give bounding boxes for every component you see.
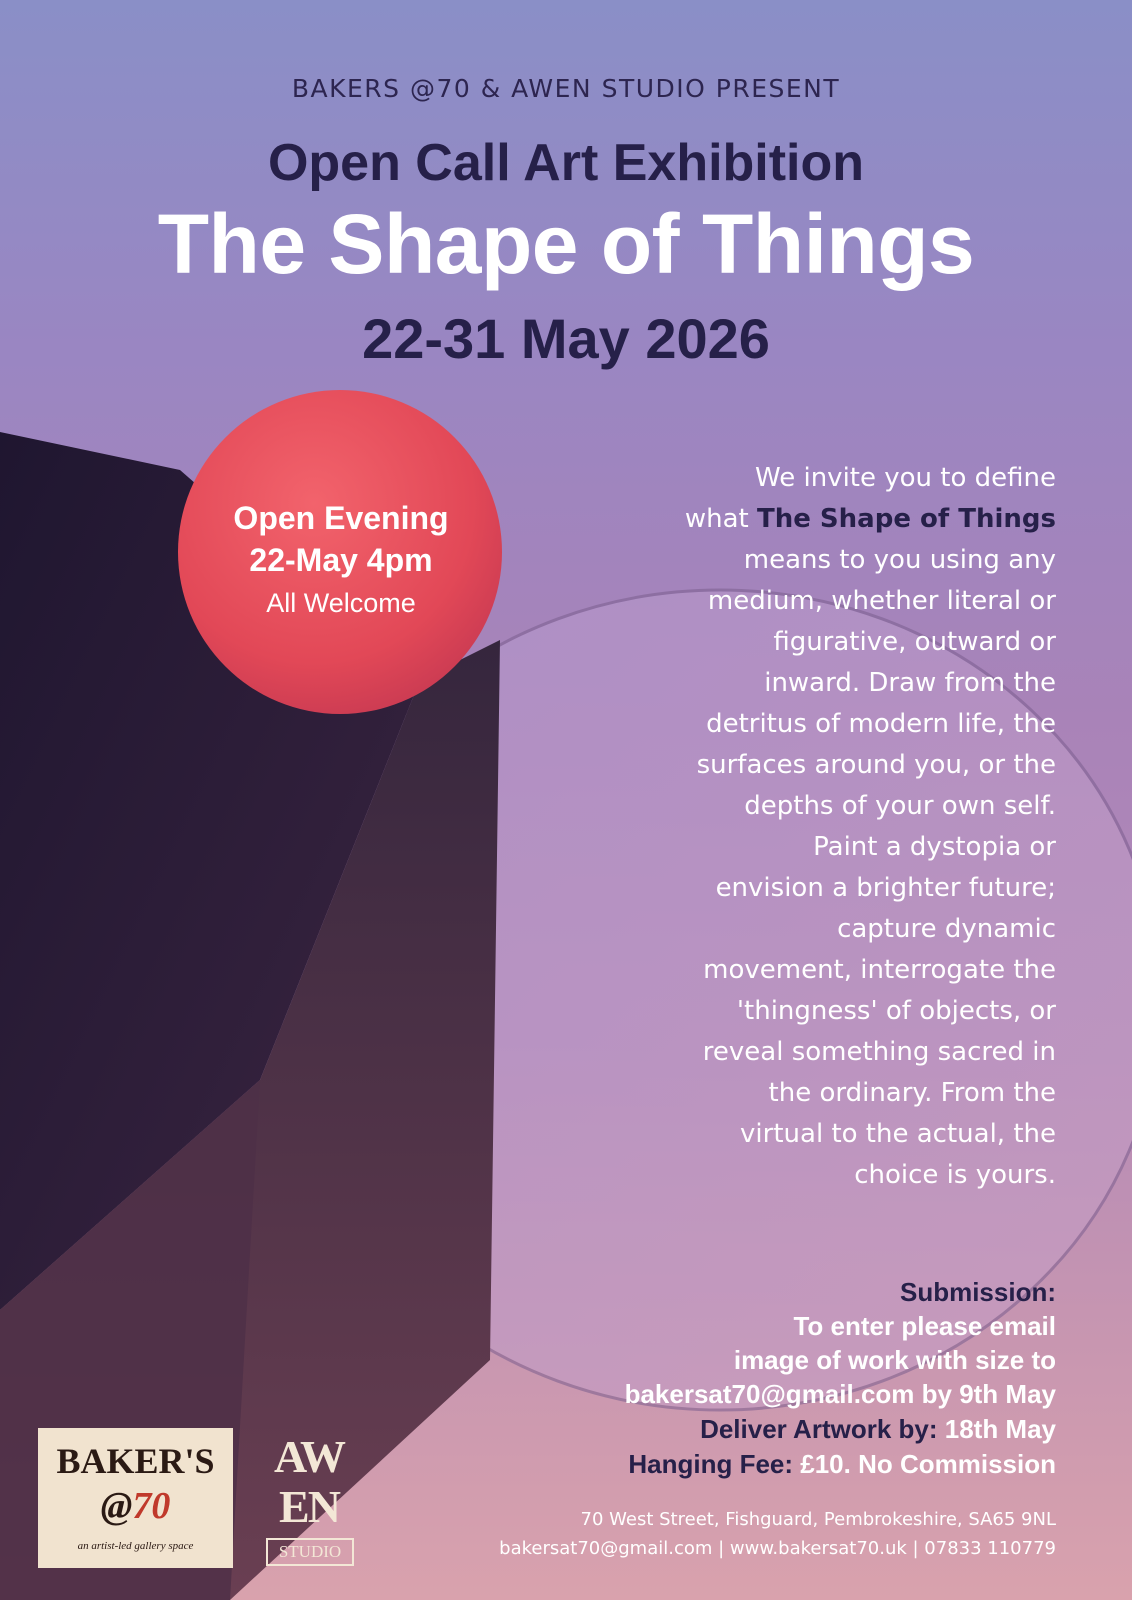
invitation-line: means to you using any: [743, 545, 1056, 575]
deliver-date: 18th May: [944, 1414, 1056, 1444]
exhibition-dates: 22-31 May 2026: [362, 307, 770, 370]
invitation-line: 'thingness' of objects, or: [736, 996, 1056, 1026]
invitation-highlight: The Shape of Things: [757, 504, 1056, 534]
hanging-fee-line: [496, 1449, 1056, 1480]
bakers-logo-tagline: an artist-led gallery space: [77, 1540, 194, 1552]
open-evening-heading: Open Evening: [233, 500, 449, 536]
invitation-text: [560, 458, 1056, 1196]
invitation-line: medium, whether literal or: [707, 586, 1056, 616]
invitation-line: movement, interrogate the: [703, 955, 1056, 985]
invitation-line: inward. Draw from the: [764, 668, 1056, 698]
presenter-line: BAKERS @70 & AWEN STUDIO PRESENT: [291, 74, 841, 103]
invitation-line-prefix: what: [684, 504, 757, 534]
footer-contact: bakersat70@gmail.com | www.bakersat70.uk | 07833 110779: [499, 1538, 1056, 1559]
submission-heading: Submission:: [899, 1277, 1056, 1307]
invitation-line: We invite you to define: [755, 463, 1056, 493]
deliver-label: Deliver Artwork by:: [700, 1414, 945, 1444]
invitation-line: Paint a dystopia or: [813, 832, 1056, 862]
bakers-logo-70: 70: [132, 1485, 171, 1527]
submission-email-line: bakersat70@gmail.com by 9th May: [624, 1379, 1056, 1409]
deliver-artwork-line: [496, 1414, 1056, 1445]
invitation-line: surfaces around you, or the: [696, 750, 1056, 780]
submission-line: To enter please email: [793, 1311, 1056, 1341]
invitation-line: depths of your own self.: [744, 791, 1056, 821]
awen-logo-row1: AW: [273, 1431, 345, 1482]
awen-logo-row2: EN: [279, 1481, 339, 1532]
bakers-logo-at: @: [100, 1485, 133, 1527]
bakers-logo: [38, 1428, 233, 1568]
invitation-line: choice is yours.: [854, 1160, 1056, 1190]
bakers-logo-name: BAKER'S: [56, 1441, 215, 1481]
invitation-line: [560, 499, 1056, 540]
invitation-line: detritus of modern life, the: [706, 709, 1056, 739]
open-evening-welcome: All Welcome: [266, 588, 416, 618]
invitation-line: envision a brighter future;: [715, 873, 1056, 903]
bakers-logo-number: [38, 1484, 233, 1528]
awen-logo-studio: STUDIO: [266, 1538, 354, 1566]
invitation-line: figurative, outward or: [773, 627, 1056, 657]
exhibition-title: The Shape of Things: [157, 197, 975, 291]
fee-value: £10. No Commission: [800, 1449, 1056, 1479]
invitation-line: the ordinary. From the: [768, 1078, 1056, 1108]
open-evening-date: 22-May 4pm: [249, 542, 433, 578]
awen-studio-logo: [262, 1430, 356, 1564]
footer-address: 70 West Street, Fishguard, Pembrokeshire, SA65 9NL: [580, 1509, 1056, 1530]
open-call-title: Open Call Art Exhibition: [267, 134, 865, 192]
fee-label: Hanging Fee:: [628, 1449, 801, 1479]
submission-line: image of work with size to: [733, 1345, 1056, 1375]
invitation-line: reveal something sacred in: [702, 1037, 1056, 1067]
invitation-line: virtual to the actual, the: [740, 1119, 1056, 1149]
invitation-line: capture dynamic: [837, 914, 1056, 944]
